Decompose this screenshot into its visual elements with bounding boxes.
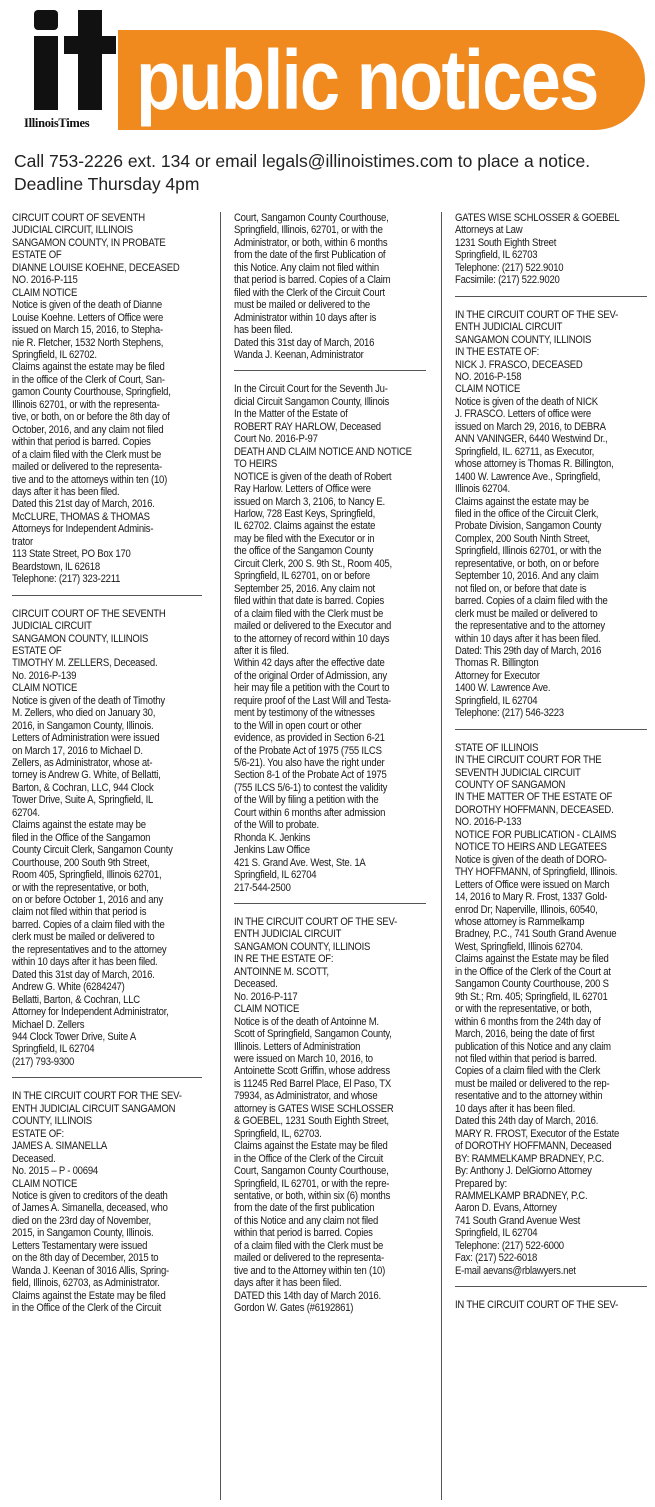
notice-line: sentative, or both, within six (6) months	[234, 1189, 391, 1202]
notices-column-1	[12, 212, 202, 1315]
notice-line: October, 2016, and any claim not filed	[12, 423, 164, 436]
notice-line: Court within 6 months after admission	[234, 806, 386, 819]
notice-line: Notice is given of the death of NICK	[455, 395, 598, 408]
notice-line: (755 ILCS 5/6-1) to contest the validity	[234, 781, 388, 794]
notice-line: COUNTY OF SANGAMON	[455, 779, 566, 792]
notice-line: CLAIM NOTICE	[234, 1003, 300, 1016]
notice-line: Springfield, IL 62701, or with the repre-	[234, 1177, 390, 1190]
notice-separator	[12, 1077, 202, 1078]
column-divider	[441, 212, 442, 1500]
notice-line: Attorney for Independent Administrator,	[12, 1006, 169, 1019]
notice-line: Andrew G. White (6284247)	[12, 981, 125, 994]
notice-line: NO. 2016-P-158	[455, 370, 522, 383]
notice-line: gamon County Courthouse, Springfield,	[12, 386, 171, 399]
column-divider	[220, 212, 221, 1500]
notice-line: 14, 2016 to Mary R. Frost, 1337 Gold-	[455, 891, 608, 904]
notice-line: Court, Sangamon County Courthouse,	[234, 1165, 389, 1178]
notice-line: Springfield, IL 62704	[455, 694, 538, 707]
notice-line: Dated this 21st day of March, 2016.	[12, 498, 155, 511]
notice-line: within 10 days after it has been filed.	[12, 956, 158, 969]
legal-notice	[455, 742, 647, 1277]
notice-line: Zellers, as Administrator, whose at-	[12, 757, 153, 770]
notice-line: County Circuit Clerk, Sangamon County	[12, 844, 173, 857]
notice-line: of the original Order of Admission, any	[234, 669, 387, 682]
notice-line: within that period is barred. Copies	[234, 1227, 373, 1240]
notice-line: March, 2016, being the date of first	[455, 1028, 595, 1041]
notice-line: ENTH JUDICIAL CIRCUIT SANGAMON	[12, 1102, 176, 1115]
notice-line: September 25, 2016. Any claim not	[234, 582, 375, 595]
notice-line: in the Office of the Clerk of the Circuit	[234, 1152, 384, 1165]
notice-line: Claims against the Estate may be filed	[455, 953, 609, 966]
notice-line: mailed or delivered to the representa-	[12, 461, 162, 474]
notice-line: tive and to the attorneys within ten (10)	[12, 473, 168, 486]
notice-separator	[12, 595, 202, 596]
notice-line: Jenkins Law Office	[234, 844, 310, 857]
notice-line: BY: RAMMELKAMP BRADNEY, P.C.	[455, 1152, 604, 1165]
notice-line: the representative and to the attorney	[455, 620, 605, 633]
notice-line: on or before October 1, 2016 and any	[12, 894, 163, 907]
contact-line: Call 753-2226 ext. 134 or email legals@illinoistimes.com to place a notice.	[14, 151, 591, 171]
notice-line: NICK J. FRASCO, DECEASED	[455, 358, 583, 371]
notice-line: Springfield, IL 62704	[12, 1043, 95, 1056]
notice-line: clerk must be mailed or delivered to	[455, 607, 598, 620]
legal-notice	[455, 1299, 647, 1311]
notice-line: Prepared by:	[455, 1177, 507, 1190]
notice-line: Copies of a claim filed with the Clerk	[455, 1065, 601, 1078]
notice-line: No. 2016-P-117	[234, 990, 298, 1003]
notice-line: that period is barred. Copies of a Claim	[234, 274, 391, 287]
notice-line: 741 South Grand Avenue West	[455, 1214, 581, 1227]
notice-line: issued on March 3, 2106, to Nancy E.	[234, 495, 385, 508]
notice-line: McCLURE, THOMAS & THOMAS	[12, 510, 150, 523]
notices-column-3	[455, 212, 647, 1312]
notice-line: of a claim filed with the Clerk must be	[234, 1239, 384, 1252]
notice-line: DEATH AND CLAIM NOTICE AND NOTICE	[234, 445, 412, 458]
legal-notice	[12, 608, 202, 1069]
notice-line: filed in the office of the Circuit Clerk,	[455, 507, 599, 520]
notice-line: Springfield, IL 62704	[234, 869, 317, 882]
notice-line: Administrator within 10 days after is	[234, 311, 377, 324]
deadline-line: Deadline Thursday 4pm	[14, 174, 200, 194]
notice-line: mailed or delivered to the Executor and	[234, 620, 392, 633]
notice-line: IL 62702. Claims against the estate	[234, 520, 376, 533]
notice-line: Barton, & Cochran, LLC, 944 Clock	[12, 781, 154, 794]
notice-line: this Notice. Any claim not filed within	[234, 261, 379, 274]
notice-line: ment by testimony of the witnesses	[234, 707, 375, 720]
notice-line: Telephone: (217) 522-6000	[455, 1239, 564, 1252]
notice-line: 421 S. Grand Ave. West, Ste. 1A	[234, 856, 366, 869]
notice-line: in the Office of the Clerk of the Court at	[455, 965, 611, 978]
notice-line: 1400 W. Lawrence Ave.	[455, 682, 551, 695]
notice-line: within 6 months from the 24th day of	[455, 1015, 601, 1028]
notice-line: the office of the Sangamon County	[234, 545, 374, 558]
notice-line: Telephone: (217) 323-2211	[12, 573, 121, 586]
notice-separator	[234, 903, 426, 904]
notice-line: West, Springfield, Illinois 62704.	[455, 940, 583, 953]
notice-line: 1231 South Eighth Street	[455, 236, 557, 249]
notice-line: Attorney for Executor	[455, 669, 540, 682]
notice-line: Tower Drive, Suite A, Springfield, IL	[12, 794, 154, 807]
notice-line: Court, Sangamon County Courthouse,	[234, 212, 389, 224]
notice-line: days after it has been filed.	[12, 485, 120, 498]
notice-line: Claims against the Estate may be filed	[234, 1140, 388, 1153]
notice-line: of the Probate Act of 1975 (755 ILCS	[234, 744, 382, 757]
notice-line: Attorneys at Law	[455, 224, 523, 237]
notice-line: Springfield, IL 62701, on or before	[234, 570, 370, 583]
notice-line: nie R. Fletcher, 1532 North Stephens,	[12, 336, 164, 349]
notice-line: ENTH JUDICIAL CIRCUIT	[234, 928, 342, 941]
notice-line: Springfield, IL. 62711, as Executor,	[455, 445, 595, 458]
notice-line: whose attorney is Rammelkamp	[455, 916, 585, 929]
notice-line: died on the 23rd day of November,	[12, 1214, 151, 1227]
notice-line: Probate Division, Sangamon County	[455, 520, 602, 533]
notice-line: 217-544-2500	[234, 881, 291, 894]
notice-line: NOTICE FOR PUBLICATION - CLAIMS	[455, 828, 617, 841]
notice-line: dicial Circuit Sangamon County, Illinois	[234, 395, 390, 408]
notice-line: M. Zellers, who died on January 30,	[12, 707, 156, 720]
notice-line: Bradney, P.C., 741 South Grand Avenue	[455, 928, 617, 941]
notice-line: IN THE CIRCUIT COURT OF THE SEV-	[455, 1299, 619, 1312]
notice-line: or with the representative, or both,	[12, 881, 149, 894]
notice-line: Notice is given of the death of DORO-	[455, 853, 607, 866]
notice-line: Aaron D. Evans, Attorney	[455, 1202, 557, 1215]
notice-line: Springfield, IL 62704	[455, 1227, 538, 1240]
notice-line: ESTATE OF	[12, 644, 62, 657]
notice-line: CLAIM NOTICE	[12, 1177, 78, 1190]
notice-line: TO HEIRS	[234, 458, 278, 471]
notice-line: of James A. Simanella, deceased, who	[12, 1202, 168, 1215]
notice-line: IN THE ESTATE OF:	[455, 346, 540, 359]
notice-line: tive, or both, on or before the 8th day of	[12, 411, 170, 424]
notice-line: from the date of the first publication	[234, 1202, 375, 1215]
notice-line: Thomas R. Billington	[455, 657, 539, 670]
notice-line: after it is filed.	[234, 644, 289, 657]
notice-line: Springfield, IL, 62703.	[234, 1127, 322, 1140]
notice-line: the representatives and to the attorney	[12, 943, 167, 956]
notice-line: of the Will by filing a petition with the	[234, 794, 379, 807]
notice-line: Notice is given of the death of Dianne	[12, 299, 162, 312]
logo-brand-name: IllinoisTimes	[24, 116, 90, 130]
notice-line: SEVENTH JUDICIAL CIRCUIT	[455, 766, 581, 779]
notice-line: require proof of the Last Will and Testa-	[234, 694, 392, 707]
notice-line: on March 17, 2016 to Michael D.	[12, 744, 143, 757]
notice-line: Attorneys for Independent Adminis-	[12, 523, 154, 536]
notice-line: IN THE CIRCUIT COURT OF THE SEV-	[455, 308, 619, 321]
legal-notice	[234, 212, 426, 361]
notice-line: Dated: This 29th day of March, 2016	[455, 644, 602, 657]
notice-line: must be mailed or delivered to the rep-	[455, 1077, 610, 1090]
notice-line: to the Will in open court or other	[234, 719, 362, 732]
notice-line: SANGAMON COUNTY, ILLINOIS	[455, 333, 592, 346]
notice-line: Springfield, IL 62702.	[12, 348, 97, 361]
notice-line: RAMMELKAMP BRADNEY, P.C.	[455, 1189, 588, 1202]
notice-line: Room 405, Springfield, Illinois 62701,	[12, 869, 162, 882]
notice-line: ANN VANINGER, 6440 Westwind Dr.,	[455, 433, 608, 446]
notice-line: Notice is given of the death of Timothy	[12, 694, 165, 707]
notice-line: E-mail aevans@rblawyers.net	[455, 1264, 576, 1277]
notices-column-2	[234, 212, 426, 1315]
notice-separator	[455, 729, 647, 730]
notice-line: No. 2015 – P - 00694	[12, 1165, 98, 1178]
logo-letter-t-icon	[64, 10, 116, 110]
notice-line: Beardstown, IL 62618	[12, 560, 100, 573]
legal-notice	[12, 1090, 202, 1314]
notice-line: SANGAMON COUNTY, ILLINOIS	[12, 632, 149, 645]
legal-notice	[234, 916, 426, 1315]
title-banner	[118, 30, 645, 130]
notice-line: Circuit Clerk, 200 S. 9th St., Room 405,	[234, 557, 392, 570]
notice-line: whose attorney is Thomas R. Billington,	[455, 458, 614, 471]
legal-notice	[234, 383, 426, 894]
notice-line: of this Notice and any claim not filed	[234, 1214, 379, 1227]
notice-line: DATED this 14th day of March 2016.	[234, 1289, 381, 1302]
notice-line: MARY R. FROST, Executor of the Estate	[455, 1127, 620, 1140]
notice-line: of a claim filed with the Clerk must be	[234, 607, 384, 620]
legal-notice	[12, 212, 202, 586]
notice-line: issued on March 29, 2016, to DEBRA	[455, 420, 606, 433]
notice-line: on the 8th day of December, 2015 to	[12, 1252, 159, 1265]
notice-line: 2016, in Sangamon County, Illinois.	[12, 719, 154, 732]
notice-line: has been filed.	[234, 324, 293, 337]
notice-line: September 10, 2016. And any claim	[455, 570, 599, 583]
notice-line: Springfield, IL 62703	[455, 249, 538, 262]
masthead	[0, 0, 655, 142]
notice-line: may be filed with the Executor or in	[234, 532, 375, 545]
notice-line: NOTICE is given of the death of Robert	[234, 470, 392, 483]
notice-line: & GOEBEL, 1231 South Eighth Street,	[234, 1115, 389, 1128]
notice-line: TIMOTHY M. ZELLERS, Deceased.	[12, 657, 158, 670]
notice-line: 2015, in Sangamon County, Illinois.	[12, 1227, 154, 1240]
notice-line: Facsimile: (217) 522.9020	[455, 274, 560, 287]
notice-line: Illinois 62704.	[455, 483, 510, 496]
notice-line: JUDICIAL CIRCUIT	[12, 620, 92, 633]
notice-line: IN RE THE ESTATE OF:	[234, 953, 334, 966]
notice-line: ANTOINNE M. SCOTT,	[234, 965, 329, 978]
notice-line: must be mailed or delivered to the	[234, 299, 370, 312]
notice-line: tive and to the Attorney within ten (10)	[234, 1264, 386, 1277]
notice-line: In the Circuit Court for the Seventh Ju-	[234, 383, 388, 396]
logo-letter-i-icon	[34, 10, 58, 110]
notice-line: Deceased.	[234, 978, 278, 991]
notice-separator	[455, 296, 647, 297]
notice-line: 1400 W. Lawrence Ave., Springfield,	[455, 470, 601, 483]
notice-line: heir may file a petition with the Court to	[234, 682, 390, 695]
notice-line: Claims against the estate may be	[12, 819, 146, 832]
notice-line: resentative and to the attorney within	[455, 1090, 603, 1103]
notice-line: is 11245 Red Barrel Place, El Paso, TX	[234, 1077, 391, 1090]
notice-line: evidence, as provided in Section 6-21	[234, 732, 385, 745]
legal-notice	[455, 212, 647, 287]
notice-line: Deceased.	[12, 1152, 56, 1165]
notice-line: IN THE CIRCUIT COURT FOR THE	[455, 754, 602, 767]
notice-line: Letters of Administration were issued	[12, 732, 160, 745]
notice-separator	[234, 370, 426, 371]
notice-line: DOROTHY HOFFMANN, DECEASED.	[455, 803, 614, 816]
notice-line: ROBERT RAY HARLOW, Deceased	[234, 420, 381, 433]
notice-line: 113 State Street, PO Box 170	[12, 548, 131, 561]
notice-line: filed within that date is barred. Copies	[234, 595, 385, 608]
notice-line: publication of this Notice and any claim	[455, 1040, 611, 1053]
notice-line: COUNTY, ILLINOIS	[12, 1115, 92, 1128]
notice-line: SANGAMON COUNTY, IN PROBATE	[12, 236, 166, 249]
notice-line: Illinois. Letters of Administration	[234, 1040, 361, 1053]
notice-line: Notice is of the death of Antoinne M.	[234, 1015, 379, 1028]
notice-line: Letters of Office were issued on March	[455, 878, 610, 891]
notice-line: Sangamon County Courthouse, 200 S	[455, 978, 609, 991]
notice-line: THY HOFFMANN, of Springfield, Illinois.	[455, 866, 618, 879]
notice-line: NO. 2016-P-115	[12, 274, 78, 287]
notice-line: within that period is barred. Copies	[12, 436, 151, 449]
notice-line: Dated this 31st day of March, 2016	[234, 336, 375, 349]
notice-line: Springfield, Illinois 62701, or with the	[455, 545, 602, 558]
notice-line: not filed on, or before that date is	[455, 582, 587, 595]
notice-line: Michael D. Zellers	[12, 1018, 85, 1031]
notice-line: IN THE CIRCUIT COURT OF THE SEV-	[234, 916, 398, 929]
notice-line: Louise Koehne. Letters of Office were	[12, 311, 164, 324]
notice-line: or with the representative, or both,	[455, 1003, 592, 1016]
notice-line: attorney is GATES WISE SCHLOSSER	[234, 1102, 394, 1115]
notice-line: Court No. 2016-P-97	[234, 433, 318, 446]
notice-line: ESTATE OF:	[12, 1127, 64, 1140]
notice-line: Harlow, 728 East Keys, Springfield,	[234, 507, 376, 520]
notice-line: within 10 days after it has been filed.	[455, 632, 601, 645]
notice-line: Claims against the estate may be	[455, 495, 589, 508]
notice-line: Ray Harlow. Letters of Office were	[234, 483, 371, 496]
notice-line: in the Office of the Clerk of the Circuit	[12, 1302, 162, 1315]
notice-line: not filed within that period is barred.	[455, 1053, 597, 1065]
notice-line: filed with the Clerk of the Circuit Court	[234, 286, 385, 299]
notice-line: NO. 2016-P-133	[455, 816, 522, 829]
notice-line: STATE OF ILLINOIS	[455, 741, 539, 754]
notice-line: J. FRASCO. Letters of office were	[455, 408, 591, 421]
notice-line: Dated this 24th day of March, 2016.	[455, 1115, 599, 1128]
notice-line: CLAIM NOTICE	[12, 682, 78, 695]
notice-line: filed in the Office of the Sangamon	[12, 831, 151, 844]
notice-line: NOTICE TO HEIRS AND LEGATEES	[455, 841, 607, 854]
notice-line: ENTH JUDICIAL CIRCUIT	[455, 321, 563, 334]
illinois-times-logo[interactable]	[14, 4, 118, 136]
notice-line: of the Will to probate.	[234, 819, 319, 832]
notice-line: DIANNE LOUISE KOEHNE, DECEASED	[12, 261, 180, 274]
notice-line: of DOROTHY HOFFMANN, Deceased	[455, 1140, 612, 1153]
notice-line: Administrator, or both, within 6 months	[234, 236, 388, 249]
notice-line: Within 42 days after the effective date	[234, 657, 385, 670]
notice-line: 944 Clock Tower Drive, Suite A	[12, 1031, 136, 1043]
notice-line: mailed or delivered to the representa-	[234, 1252, 384, 1265]
notice-line: enrod Dr; Naperville, Illinois, 60540,	[455, 903, 598, 916]
notice-line: Wanda J. Keenan, Administrator	[234, 348, 364, 361]
notice-line: CIRCUIT COURT OF THE SEVENTH	[12, 607, 166, 620]
notice-line: clerk must be mailed or delivered to	[12, 931, 155, 944]
notice-line: from the date of the first Publication of	[234, 249, 386, 262]
notice-line: Illinois 62701, or with the representa-	[12, 398, 160, 411]
notice-line: Courthouse, 200 South 9th Street,	[12, 856, 150, 869]
legal-notice	[455, 309, 647, 720]
notice-line: CLAIM NOTICE	[12, 286, 78, 299]
notice-line: 10 days after it has been filed.	[455, 1102, 576, 1115]
notice-line: trator	[12, 535, 33, 548]
notice-line: issued on March 15, 2016, to Stepha-	[12, 324, 163, 337]
notice-line: 5/6-21). You also have the right under	[234, 757, 385, 770]
notice-line: Wanda J. Keenan of 3016 Allis, Spring-	[12, 1264, 169, 1277]
notice-line: Springfield, Illinois, 62701, or with the	[234, 224, 383, 237]
notice-line: IN THE CIRCUIT COURT FOR THE SEV-	[12, 1090, 182, 1103]
notice-line: representative, or both, on or before	[455, 557, 599, 570]
notice-line: Scott of Springfield, Sangamon County,	[234, 1028, 392, 1041]
notice-line: Antoinette Scott Griffin, whose address	[234, 1065, 390, 1078]
notice-line: JUDICIAL CIRCUIT, ILLINOIS	[12, 224, 133, 237]
notice-line: In the Matter of the Estate of	[234, 408, 348, 421]
notice-line: IN THE MATTER OF THE ESTATE OF	[455, 791, 613, 804]
notice-line: By: Anthony J. DelGiorno Attorney	[455, 1165, 592, 1178]
notice-line: Gordon W. Gates (#6192861)	[234, 1302, 354, 1315]
notice-line: Notice is given to creditors of the death	[12, 1189, 168, 1202]
notice-line: 62704.	[12, 806, 40, 819]
page-title: public notices	[136, 33, 598, 127]
notice-line: CLAIM NOTICE	[455, 383, 521, 396]
notice-line: barred. Copies of a claim filed with the	[12, 918, 165, 931]
notice-line: Fax: (217) 522-6018	[455, 1252, 538, 1265]
notice-line: Bellatti, Barton, & Cochran, LLC	[12, 993, 140, 1006]
notice-line: of a claim filed with the Clerk must be	[12, 448, 162, 461]
notice-line: to the attorney of record within 10 days	[234, 632, 390, 645]
notice-line: Section 8-1 of the Probate Act of 1975	[234, 769, 387, 782]
notice-line: Complex, 200 South Ninth Street,	[455, 532, 590, 545]
notice-line: ESTATE OF	[12, 249, 62, 262]
notice-line: in the office of the Clerk of Court, San-	[12, 373, 165, 386]
notice-line: SANGAMON COUNTY, ILLINOIS	[234, 940, 371, 953]
notice-line: claim not filed within that period is	[12, 906, 147, 919]
notice-line: No. 2016-P-139	[12, 669, 77, 682]
notice-line: Claims against the Estate may be filed	[12, 1289, 166, 1302]
notice-line: Letters Testamentary were issued	[12, 1239, 148, 1252]
notice-line: Claims against the estate may be filed	[12, 361, 165, 374]
notice-line: Telephone: (217) 546-3223	[455, 707, 564, 720]
notice-line: Dated this 31st day of March, 2016.	[12, 968, 155, 981]
notice-line: field, Illinois, 62703, as Administrator.	[12, 1277, 160, 1290]
notice-line: days after it has been filed.	[234, 1277, 342, 1290]
notice-line: (217) 793-9300	[12, 1055, 75, 1068]
notice-line: JAMES A. SIMANELLA	[12, 1140, 108, 1153]
notice-line: 9th St.; Rm. 405; Springfield, IL 62701	[455, 990, 608, 1003]
notice-line: barred. Copies of a claim filed with the	[455, 595, 608, 608]
notice-separator	[455, 1286, 647, 1287]
contact-info	[14, 150, 644, 196]
notice-line: Rhonda K. Jenkins	[234, 831, 311, 844]
notice-line: torney is Andrew G. White, of Bellatti,	[12, 769, 161, 782]
notice-line: were issued on March 10, 2016, to	[234, 1053, 373, 1065]
notice-line: GATES WISE SCHLOSSER & GOEBEL	[455, 212, 620, 224]
notice-line: CIRCUIT COURT OF SEVENTH	[12, 212, 145, 224]
notice-line: 79934, as Administrator, and whose	[234, 1090, 378, 1103]
notice-line: Telephone: (217) 522.9010	[455, 261, 564, 274]
